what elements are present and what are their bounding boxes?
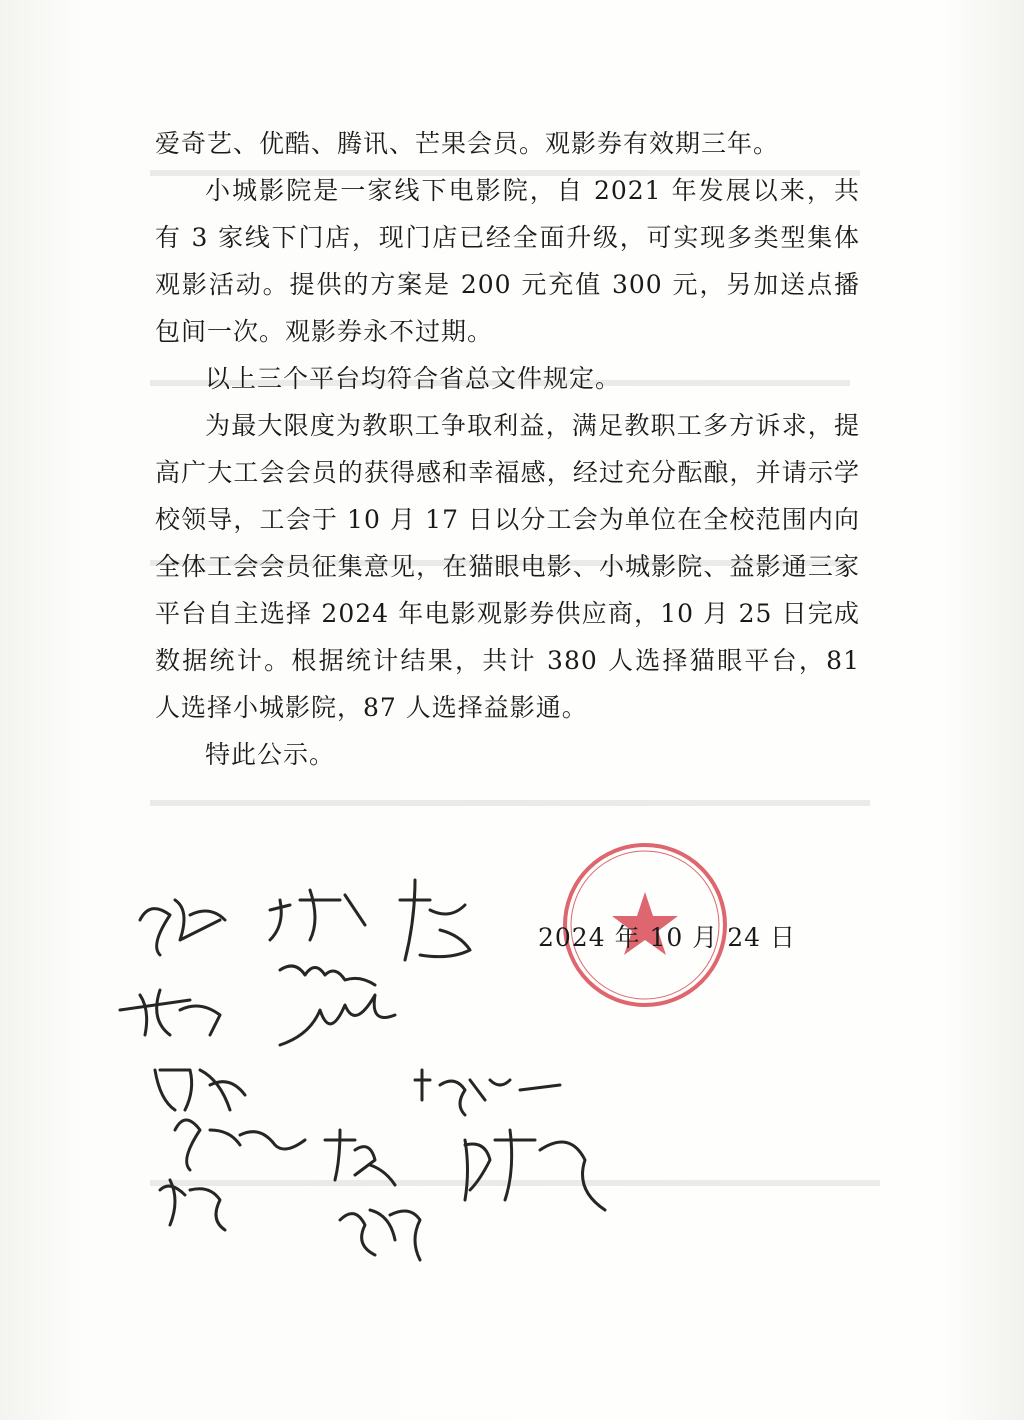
- paragraph-closing: 特此公示。: [205, 740, 336, 769]
- paragraph-xiaocheng-cinema: 小城影院是一家线下电影院，自 2021 年发展以来，共有 3 家线下门店，现门店已经全面升级，可实现多类型集体观影活动。提供的方案是 200 元充值 300 元，另加送点播包间一次。观影券永不过期。: [155, 176, 860, 346]
- signature-1: [140, 900, 225, 955]
- announcement-body: [155, 120, 860, 778]
- paragraph-compliance: 以上三个平台均符合省总文件规定。: [205, 364, 622, 393]
- signature-5: [120, 990, 220, 1035]
- signature-6: [280, 995, 395, 1045]
- signature-13: [340, 1210, 420, 1260]
- signature-7: [155, 1070, 245, 1110]
- signature-11: [465, 1130, 605, 1210]
- signature-4: [280, 966, 375, 985]
- paragraph-continuation: 爱奇艺、优酷、腾讯、芒果会员。观影券有效期三年。: [155, 129, 780, 158]
- paragraph-selection-results: 为最大限度为教职工争取利益，满足教职工多方诉求，提高广大工会会员的获得感和幸福感，经过充分酝酿，并请示学校领导，工会于 10 月 17 日以分工会为单位在全校范围内向全体工会会员征集意见，在猫眼电影、小城影院、益影通三家平台自主选择 2024 年电影观影券供应商，10 月 25 日完成数据统计。根据统计结果，共计 380 人选择猫眼平台，81 人选择小城影院，87 人选择益影通。: [155, 411, 860, 722]
- signature-12: [160, 1180, 225, 1230]
- signature-3: [400, 880, 470, 960]
- signature-10: [325, 1130, 395, 1185]
- announcement-date: 2024 年 10 月 24 日: [538, 923, 796, 952]
- signature-2: [270, 890, 365, 940]
- signature-8: [415, 1070, 560, 1115]
- signature-9: [175, 1120, 305, 1170]
- handwritten-signatures: [100, 870, 640, 1270]
